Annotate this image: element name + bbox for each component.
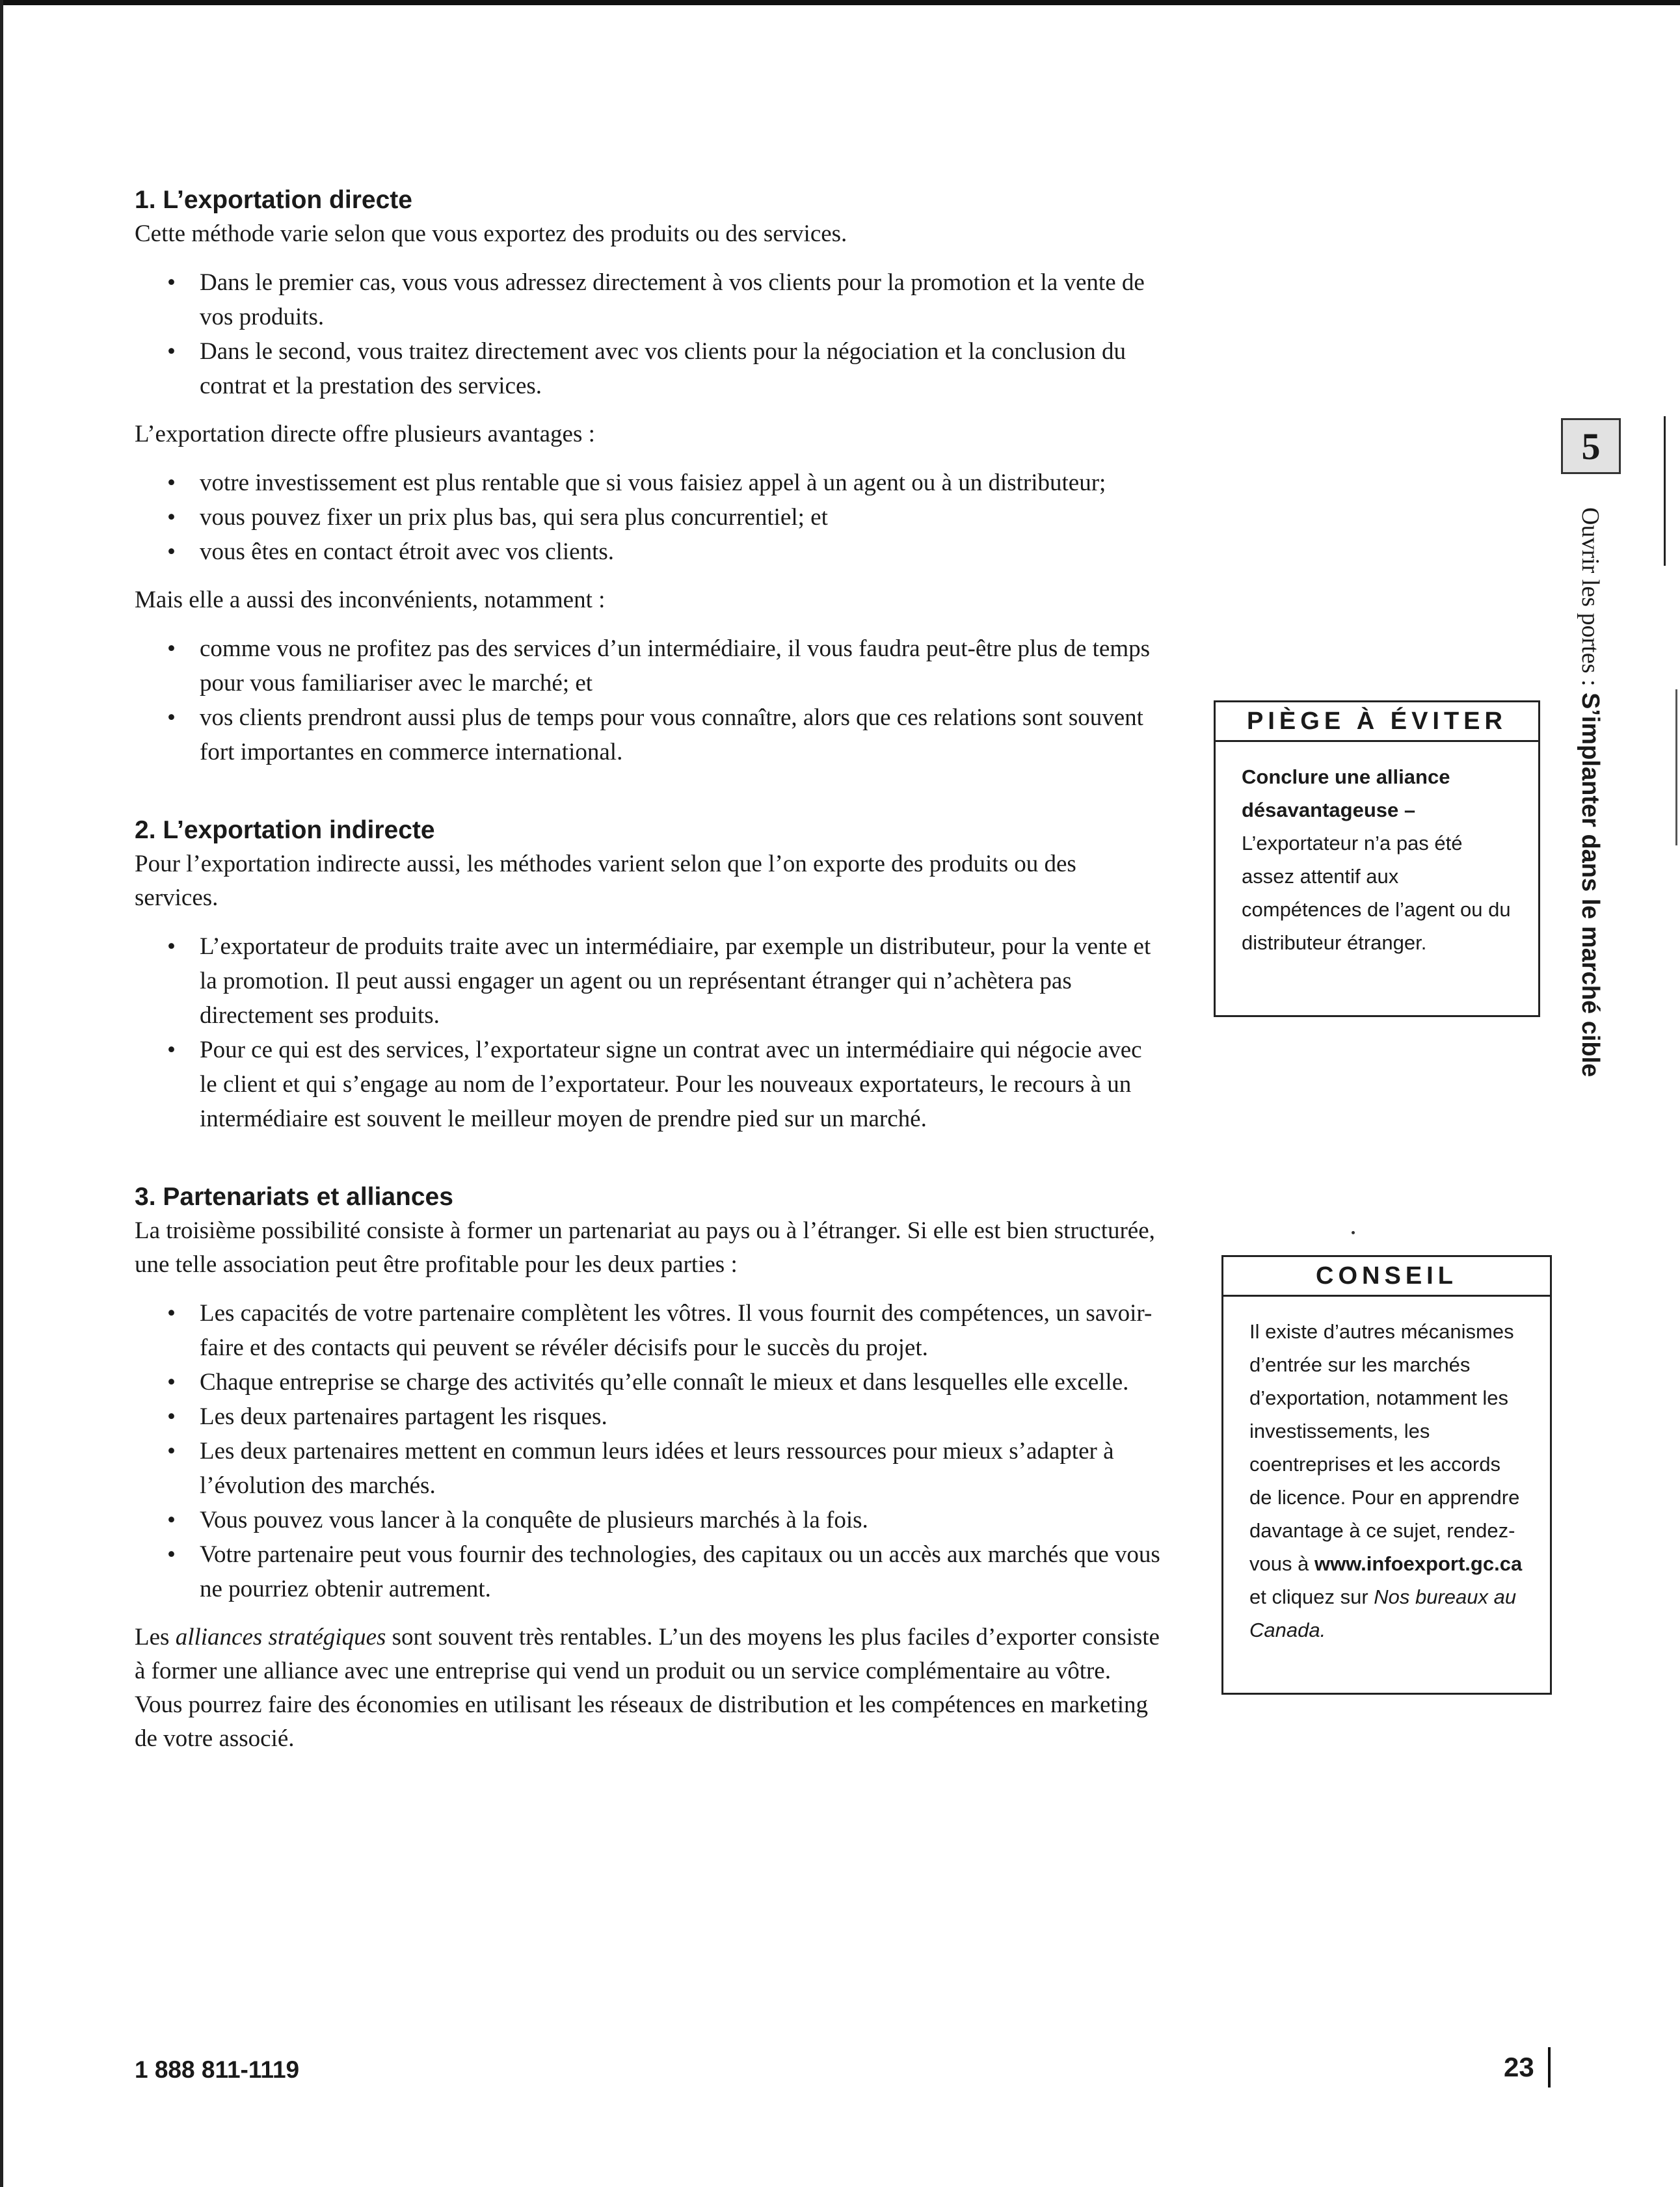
- bullet-list: [167, 466, 1162, 569]
- section-partnerships: [135, 1180, 1162, 1756]
- paragraph: La troisième possibilité consiste à former un partenariat au pays ou à l’étranger. Si elle est bien structurée, une telle association peut être profitable pour les deux parties :: [135, 1217, 1155, 1278]
- paragraph: Mais elle a aussi des inconvénients, notamment :: [135, 587, 606, 613]
- paragraph: Pour l’exportation indirecte aussi, les méthodes varient selon que l’on exporte des produits ou des services.: [135, 851, 1076, 911]
- paragraph: Cette méthode varie selon que vous exportez des produits ou des services.: [135, 220, 847, 247]
- list-item: • vous êtes en contact étroit avec vos clients.: [167, 535, 1162, 569]
- tip-callout-box: [1221, 1255, 1552, 1695]
- trap-callout-title: PIÈGE À ÉVITER: [1216, 702, 1538, 742]
- section-heading: 2. L’exportation indirecte: [135, 816, 435, 844]
- chapter-title-part1: Ouvrir les portes :: [1577, 507, 1604, 693]
- closing-text-rest: sont souvent très rentables. L’un des moyens les plus faciles d’exporter consiste à former une alliance avec une entreprise qui vend un produit ou un service complémentaire au vôtre. Vous pourrez faire des économies en utilisant les réseaux de distribution et les compétences en marketing de votre associé.: [135, 1624, 1160, 1752]
- chapter-number: 5: [1581, 425, 1601, 468]
- closing-text-start: Les: [135, 1624, 176, 1650]
- bullet-list: [167, 631, 1162, 769]
- tip-callout-title: CONSEIL: [1223, 1257, 1550, 1297]
- list-item: • Dans le second, vous traitez directement avec vos clients pour la négociation et la conclusion du contrat et la prestation des services.: [167, 334, 1162, 403]
- section-direct-export: [135, 183, 1162, 769]
- margin-rule: [1675, 689, 1677, 845]
- list-item: • L’exportateur de produits traite avec un intermédiaire, par exemple un distributeur, pour la vente et la promotion. Il peut aussi engager un agent ou un représentant étranger qui n’achètera pas directement ses produits.: [167, 929, 1162, 1033]
- bullet-list: [167, 1296, 1162, 1606]
- trap-callout-box: [1214, 700, 1540, 1017]
- list-item: • Les capacités de votre partenaire complètent les vôtres. Il vous fournit des compétences, un savoir-faire et des contacts qui peuvent se révéler décisifs pour le succès du projet.: [167, 1296, 1162, 1365]
- trap-callout-text: L’exportateur n’a pas été assez attentif aux compétences de l’agent ou du distributeur étranger.: [1242, 832, 1511, 954]
- list-item: • Pour ce qui est des services, l’exportateur signe un contrat avec un intermédiaire qui négocie avec le client et qui s’engage au nom de l’exportateur. Pour les nouveaux exportateurs, le recours à un intermédiaire est souvent le meilleur moyen de prendre pied sur un marché.: [167, 1033, 1162, 1136]
- section-heading: 3. Partenariats et alliances: [135, 1183, 453, 1211]
- left-border-rule: [0, 0, 3, 2187]
- page-number-bar: [1548, 2047, 1551, 2088]
- footer-phone-number: 1 888 811-1119: [135, 2056, 300, 2083]
- vertical-chapter-title: [1571, 507, 1610, 1171]
- list-item: • votre investissement est plus rentable que si vous faisiez appel à un agent ou à un distributeur;: [167, 466, 1162, 500]
- chapter-tab: [1561, 418, 1621, 474]
- chapter-title-part2: S’implanter dans le marché cible: [1577, 692, 1604, 1078]
- section-heading: 1. L’exportation directe: [135, 186, 412, 214]
- list-item: • Les deux partenaires mettent en commun leurs idées et leurs ressources pour mieux s’adapter à l’évolution des marchés.: [167, 1434, 1162, 1503]
- stray-dot: [1352, 1231, 1355, 1234]
- page-number: 23: [1504, 2052, 1534, 2082]
- top-border-rule: [0, 0, 1680, 5]
- list-item: • vos clients prendront aussi plus de temps pour vous connaître, alors que ces relations sont souvent fort importantes en commerce international.: [167, 700, 1162, 769]
- list-item: • comme vous ne profitez pas des services d’un intermédiaire, il vous faudra peut-être plus de temps pour vous familiariser avec le marché; et: [167, 631, 1162, 700]
- main-content: [135, 183, 1162, 1756]
- list-item: • Vous pouvez vous lancer à la conquête de plusieurs marchés à la fois.: [167, 1503, 1162, 1537]
- list-item: • Dans le premier cas, vous vous adressez directement à vos clients pour la promotion et la vente de vos produits.: [167, 265, 1162, 334]
- list-item: • Votre partenaire peut vous fournir des technologies, des capitaux ou un accès aux marchés que vous ne pourriez obtenir autrement.: [167, 1537, 1162, 1606]
- list-item: • Chaque entreprise se charge des activités qu’elle connaît le mieux et dans lesquelles elle excelle.: [167, 1365, 1162, 1399]
- list-item: • vous pouvez fixer un prix plus bas, qui sera plus concurrentiel; et: [167, 500, 1162, 535]
- trap-callout-lead: Conclure une alliance désavantageuse –: [1242, 765, 1450, 821]
- list-item: • Les deux partenaires partagent les risques.: [167, 1399, 1162, 1434]
- section-indirect-export: [135, 814, 1162, 1136]
- bullet-list: [167, 929, 1162, 1136]
- tip-callout-italic: Nos bureaux au Canada.: [1249, 1585, 1517, 1641]
- tip-callout-link[interactable]: www.infoexport.gc.ca: [1314, 1552, 1523, 1575]
- paragraph: L’exportation directe offre plusieurs avantages :: [135, 421, 595, 447]
- closing-emphasis: alliances stratégiques: [175, 1624, 386, 1650]
- tip-callout-text: Il existe d’autres mécanismes d’entrée sur les marchés d’exportation, notamment les investissements, les coentreprises et les accords de licence. Pour en apprendre davantage à ce sujet, rendez-vous à: [1249, 1320, 1520, 1575]
- trap-callout-body: [1216, 742, 1538, 972]
- bullet-list: [167, 265, 1162, 403]
- chapter-tab-rule: [1664, 416, 1666, 566]
- closing-paragraph: [135, 1621, 1162, 1756]
- tip-callout-body: [1223, 1297, 1550, 1660]
- tip-callout-text-2: et cliquez sur: [1249, 1585, 1374, 1608]
